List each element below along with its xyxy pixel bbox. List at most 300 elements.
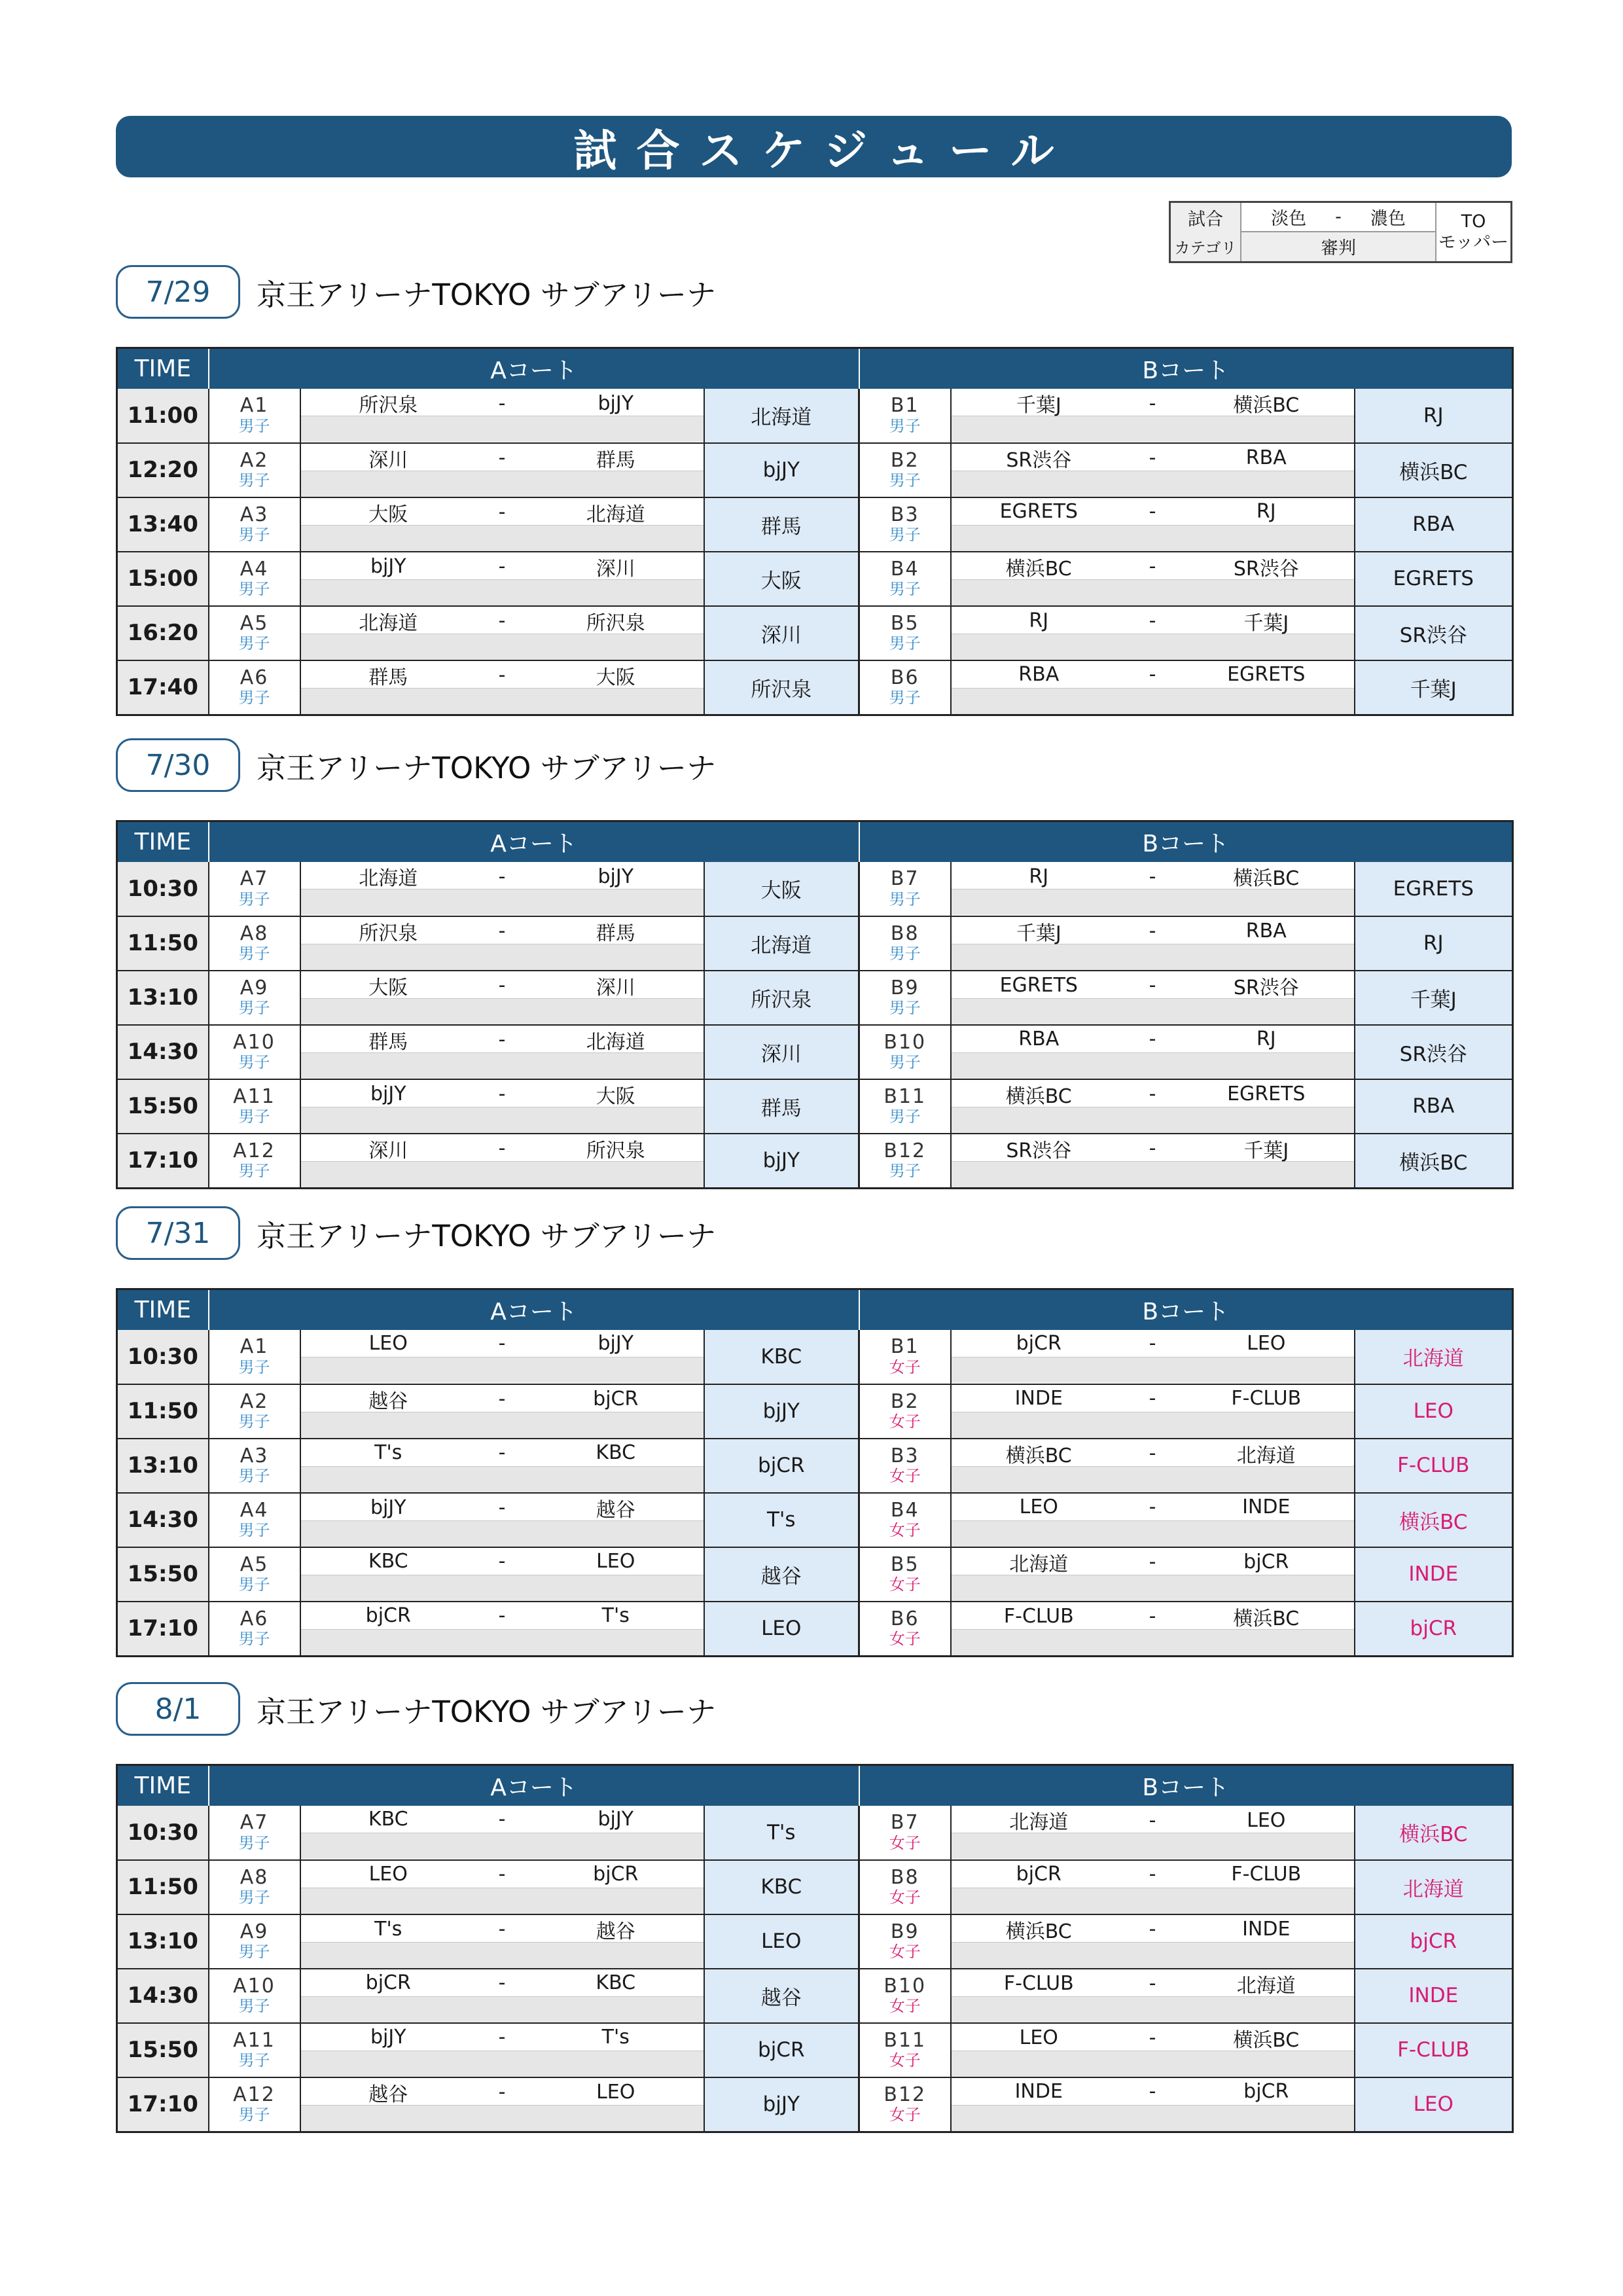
home-team: 越谷 — [368, 1390, 408, 1413]
referee-slot — [952, 1357, 1354, 1383]
match-category: 男子 — [238, 580, 270, 599]
court-a-to-team: LEO — [704, 1914, 859, 1969]
court-a-matchup — [300, 1330, 704, 1384]
away-team: 大阪 — [596, 666, 635, 689]
home-team: LEO — [1019, 1495, 1058, 1518]
court-b-matchup — [951, 2077, 1355, 2132]
court-b-match-code — [859, 2077, 951, 2132]
referee-slot — [301, 1629, 704, 1655]
court-b-to-team: bjCR — [1355, 1914, 1513, 1969]
table-row — [117, 1384, 1513, 1439]
referee-slot — [952, 1161, 1354, 1187]
court-b-matchup — [951, 1602, 1355, 1657]
away-team: LEO — [596, 2081, 635, 2104]
match-category: 女子 — [889, 1521, 921, 1540]
versus-dash: - — [1149, 865, 1156, 888]
match-number: A3 — [240, 503, 269, 526]
court-b-matchup — [951, 552, 1355, 606]
court-a-to-team: 越谷 — [704, 1547, 859, 1602]
court-b-matchup — [951, 1969, 1355, 2023]
court-a-to-team: KBC — [704, 1860, 859, 1914]
table-row — [117, 443, 1513, 497]
home-team: LEO — [1019, 2026, 1058, 2049]
page-title: 試合スケジュール — [116, 116, 1512, 177]
home-team: bjCR — [1016, 1862, 1061, 1886]
match-number: B10 — [883, 1030, 927, 1054]
court-b-matchup — [951, 1493, 1355, 1547]
court-b-matchup — [951, 1134, 1355, 1189]
match-number: A1 — [240, 1335, 269, 1359]
home-team: RJ — [1029, 865, 1049, 888]
match-category: 男子 — [889, 1053, 921, 1072]
referee-slot — [952, 1520, 1354, 1547]
match-number: A11 — [233, 2028, 276, 2052]
home-team: 横浜BC — [1005, 557, 1072, 581]
court-a-matchup — [300, 916, 704, 971]
versus-dash: - — [498, 1332, 506, 1355]
away-team: LEO — [1247, 1332, 1286, 1355]
table-row — [117, 2023, 1513, 2077]
match-number: A2 — [240, 448, 269, 472]
match-category: 男子 — [238, 2051, 270, 2070]
match-category: 男子 — [238, 1630, 270, 1649]
home-team: bjCR — [1016, 1332, 1061, 1355]
home-team: RBA — [1018, 1027, 1060, 1050]
match-category: 男子 — [238, 634, 270, 653]
home-team: 横浜BC — [1005, 1444, 1072, 1467]
time-column-header: TIME — [117, 821, 209, 862]
court-b-match-code — [859, 1493, 951, 1547]
court-a-matchup — [300, 552, 704, 606]
match-number: B9 — [890, 976, 919, 999]
table-row — [117, 1330, 1513, 1384]
court-b-to-team: 横浜BC — [1355, 1806, 1513, 1860]
versus-dash: - — [1149, 2079, 1156, 2103]
away-team: bjCR — [1243, 2079, 1289, 2103]
court-b-matchup — [951, 916, 1355, 971]
court-b-to-team: RJ — [1355, 916, 1513, 971]
away-team: SR渋谷 — [1233, 557, 1299, 581]
schedule-table — [116, 1764, 1514, 2133]
court-b-match-code — [859, 552, 951, 606]
match-number: A5 — [240, 1552, 269, 1576]
court-a-match-code — [209, 1547, 300, 1602]
home-team: 北海道 — [359, 611, 418, 635]
away-team: bjCR — [1243, 1551, 1289, 1573]
match-number: A9 — [240, 976, 269, 999]
referee-slot — [301, 1161, 704, 1187]
court-a-match-code — [209, 2077, 300, 2132]
match-time: 14:30 — [117, 1969, 209, 2023]
match-number: A11 — [233, 1085, 276, 1108]
table-row — [117, 389, 1513, 443]
legend-to — [1435, 203, 1510, 261]
match-number: B11 — [883, 2028, 927, 2052]
versus-dash: - — [1149, 1332, 1156, 1355]
court-a-match-code — [209, 2023, 300, 2077]
section-header — [116, 1206, 1512, 1260]
versus-dash: - — [1149, 1551, 1156, 1573]
section-header — [116, 265, 1512, 319]
versus-dash: - — [1149, 1862, 1156, 1886]
match-number: A8 — [240, 922, 269, 945]
match-category: 女子 — [889, 1833, 921, 1852]
home-team: T's — [374, 1918, 402, 1941]
match-category: 男子 — [238, 1162, 270, 1181]
court-a-to-team: T's — [704, 1493, 859, 1547]
referee-slot — [301, 1052, 704, 1079]
court-a-matchup — [300, 1602, 704, 1657]
home-team: bjCR — [365, 1971, 411, 1994]
match-number: A4 — [240, 557, 269, 581]
referee-slot — [301, 1466, 704, 1492]
match-number: A10 — [233, 1030, 276, 1054]
versus-dash: - — [1149, 1605, 1156, 1628]
match-category: 女子 — [889, 2106, 921, 2125]
legend-dark: 濃色 — [1370, 208, 1406, 229]
versus-dash: - — [1149, 555, 1156, 578]
court-a-header: Aコート — [209, 821, 859, 862]
table-row — [117, 660, 1513, 715]
away-team: RJ — [1256, 1027, 1276, 1050]
match-number: A1 — [240, 394, 269, 418]
court-b-to-team: bjCR — [1355, 1602, 1513, 1657]
versus-dash: - — [498, 920, 506, 942]
match-time: 15:00 — [117, 552, 209, 606]
versus-dash: - — [1149, 662, 1156, 686]
match-category: 男子 — [238, 416, 270, 435]
home-team: bjJY — [370, 2025, 406, 2049]
court-a-matchup — [300, 2023, 704, 2077]
match-number: A10 — [233, 1974, 276, 1998]
referee-slot — [952, 1629, 1354, 1655]
match-number: A12 — [233, 2083, 276, 2106]
match-number: A9 — [240, 1920, 269, 1943]
court-b-to-team: INDE — [1355, 1969, 1513, 2023]
schedule-table — [116, 820, 1514, 1189]
match-time: 15:50 — [117, 1079, 209, 1134]
versus-dash: - — [498, 664, 506, 687]
court-b-match-code — [859, 1384, 951, 1439]
match-time: 15:50 — [117, 2023, 209, 2077]
time-column-header: TIME — [117, 1289, 209, 1330]
versus-dash: - — [1149, 974, 1156, 997]
away-team: 北海道 — [586, 503, 645, 526]
referee-slot — [301, 1520, 704, 1547]
court-a-matchup — [300, 2077, 704, 2132]
court-a-to-team: bjJY — [704, 443, 859, 497]
court-b-to-team: SR渋谷 — [1355, 1025, 1513, 1079]
court-a-matchup — [300, 660, 704, 715]
away-team: 群馬 — [596, 922, 635, 945]
away-team: bjJY — [597, 391, 634, 415]
referee-slot — [301, 998, 704, 1024]
match-number: A4 — [240, 1498, 269, 1522]
match-number: B6 — [890, 666, 919, 689]
match-time: 11:50 — [117, 1860, 209, 1914]
court-b-matchup — [951, 1860, 1355, 1914]
versus-dash: - — [498, 1083, 506, 1105]
match-category: 女子 — [889, 1412, 921, 1431]
versus-dash: - — [498, 1918, 506, 1941]
versus-dash: - — [498, 974, 506, 997]
match-number: B7 — [890, 867, 919, 891]
match-category: 女子 — [889, 1888, 921, 1907]
match-number: B12 — [883, 1139, 927, 1162]
versus-dash: - — [1149, 1495, 1156, 1518]
away-team: T's — [601, 2025, 630, 2049]
versus-dash: - — [1149, 1083, 1156, 1105]
away-team: bjCR — [593, 1862, 639, 1886]
match-category: 女子 — [889, 1943, 921, 1962]
venue-name: 京王アリーナTOKYO サブアリーナ — [257, 1218, 716, 1253]
away-team: 大阪 — [596, 1085, 635, 1108]
referee-slot — [301, 416, 704, 442]
referee-slot — [301, 1888, 704, 1914]
home-team: 北海道 — [1009, 1811, 1069, 1834]
referee-slot — [952, 1942, 1354, 1968]
court-a-to-team: 群馬 — [704, 497, 859, 552]
match-time: 12:20 — [117, 443, 209, 497]
referee-slot — [952, 1996, 1354, 2022]
versus-dash: - — [1149, 446, 1156, 469]
court-a-matchup — [300, 1860, 704, 1914]
home-team: 群馬 — [368, 666, 408, 689]
court-b-to-team: 千葉J — [1355, 660, 1513, 715]
away-team: bjJY — [597, 1808, 634, 1831]
court-b-match-code — [859, 862, 951, 916]
table-row — [117, 971, 1513, 1025]
match-number: A3 — [240, 1444, 269, 1467]
referee-slot — [301, 944, 704, 970]
versus-dash: - — [498, 1808, 506, 1831]
match-time: 11:50 — [117, 916, 209, 971]
table-row — [117, 1914, 1513, 1969]
court-a-matchup — [300, 971, 704, 1025]
court-a-matchup — [300, 1547, 704, 1602]
match-category: 女子 — [889, 1997, 921, 2016]
away-team: LEO — [1247, 1808, 1286, 1832]
table-row — [117, 916, 1513, 971]
court-a-match-code — [209, 1602, 300, 1657]
date-badge: 7/30 — [116, 738, 240, 792]
match-category: 女子 — [889, 1575, 921, 1594]
court-a-match-code — [209, 1860, 300, 1914]
court-b-matchup — [951, 971, 1355, 1025]
court-b-to-team: 北海道 — [1355, 1860, 1513, 1914]
date-badge: 7/31 — [116, 1206, 240, 1260]
match-number: B2 — [890, 448, 919, 472]
home-team: F-CLUB — [1003, 1605, 1074, 1628]
table-row — [117, 497, 1513, 552]
versus-dash: - — [498, 2081, 506, 2104]
time-column-header: TIME — [117, 348, 209, 389]
away-team: 深川 — [596, 557, 635, 581]
court-b-matchup — [951, 1330, 1355, 1384]
versus-dash: - — [498, 1388, 506, 1410]
court-a-match-code — [209, 1384, 300, 1439]
home-team: SR渋谷 — [1006, 448, 1072, 472]
versus-dash: - — [498, 1137, 506, 1160]
court-a-matchup — [300, 1439, 704, 1493]
court-a-match-code — [209, 1806, 300, 1860]
referee-slot — [952, 525, 1354, 551]
home-team: 北海道 — [1009, 1552, 1069, 1576]
court-a-to-team: 群馬 — [704, 1079, 859, 1134]
match-category: 男子 — [889, 1162, 921, 1181]
home-team: 深川 — [368, 448, 408, 472]
match-number: B10 — [883, 1974, 927, 1998]
match-number: B1 — [890, 1335, 919, 1359]
court-b-match-code — [859, 971, 951, 1025]
match-number: A7 — [240, 867, 269, 891]
court-b-to-team: 北海道 — [1355, 1330, 1513, 1384]
match-category: 男子 — [889, 471, 921, 490]
legend-light: 淡色 — [1271, 208, 1307, 229]
court-b-match-code — [859, 1439, 951, 1493]
court-a-match-code — [209, 1914, 300, 1969]
away-team: 越谷 — [596, 1498, 635, 1522]
away-team: bjJY — [597, 865, 634, 888]
referee-slot — [952, 688, 1354, 714]
legend-category-label: カテゴリ — [1171, 232, 1241, 262]
referee-slot — [952, 1412, 1354, 1438]
court-a-to-team: bjJY — [704, 1134, 859, 1189]
court-a-matchup — [300, 1134, 704, 1189]
versus-dash: - — [1149, 499, 1156, 523]
legend-referee: 審判 — [1241, 232, 1435, 262]
versus-dash: - — [498, 865, 506, 888]
court-a-to-team: 所沢泉 — [704, 660, 859, 715]
match-number: B3 — [890, 503, 919, 526]
court-b-matchup — [951, 1384, 1355, 1439]
court-a-match-code — [209, 389, 300, 443]
versus-dash: - — [1149, 1137, 1156, 1160]
away-team: F-CLUB — [1231, 1862, 1302, 1886]
court-b-match-code — [859, 1806, 951, 1860]
court-a-to-team: LEO — [704, 1602, 859, 1657]
versus-dash: - — [498, 1549, 506, 1573]
time-column-header: TIME — [117, 1765, 209, 1806]
referee-slot — [301, 1996, 704, 2022]
home-team: bjJY — [370, 1496, 406, 1519]
table-row — [117, 1025, 1513, 1079]
away-team: 北海道 — [1236, 1444, 1296, 1467]
court-b-to-team: EGRETS — [1355, 862, 1513, 916]
date-badge: 8/1 — [116, 1682, 240, 1736]
referee-slot — [952, 998, 1354, 1024]
away-team: SR渋谷 — [1233, 976, 1299, 999]
court-a-to-team: 深川 — [704, 606, 859, 660]
home-team: 所沢泉 — [359, 922, 418, 945]
versus-dash: - — [1149, 1027, 1156, 1050]
match-time: 17:10 — [117, 1602, 209, 1657]
home-team: 千葉J — [1016, 394, 1061, 417]
match-time: 13:10 — [117, 1914, 209, 1969]
home-team: bjJY — [370, 555, 406, 578]
match-number: B6 — [890, 1607, 919, 1630]
match-category: 女子 — [889, 1467, 921, 1486]
versus-dash: - — [1149, 920, 1156, 942]
court-b-matchup — [951, 1079, 1355, 1134]
away-team: INDE — [1242, 1918, 1291, 1941]
match-category: 男子 — [889, 1107, 921, 1126]
match-time: 14:30 — [117, 1025, 209, 1079]
home-team: 深川 — [368, 1139, 408, 1162]
referee-slot — [301, 525, 704, 551]
match-category: 男子 — [238, 999, 270, 1018]
court-a-match-code — [209, 497, 300, 552]
venue-name: 京王アリーナTOKYO サブアリーナ — [257, 750, 716, 785]
court-b-match-code — [859, 497, 951, 552]
away-team: EGRETS — [1227, 1083, 1306, 1105]
referee-slot — [301, 579, 704, 605]
home-team: F-CLUB — [1003, 1972, 1074, 1995]
match-category: 男子 — [238, 471, 270, 490]
match-category: 男子 — [238, 689, 270, 708]
match-number: B2 — [890, 1390, 919, 1413]
referee-slot — [952, 579, 1354, 605]
court-b-matchup — [951, 443, 1355, 497]
court-b-to-team: RBA — [1355, 1079, 1513, 1134]
referee-slot — [952, 416, 1354, 442]
home-team: bjJY — [370, 1083, 406, 1105]
versus-dash: - — [498, 1441, 506, 1464]
court-a-to-team: bjJY — [704, 2077, 859, 2132]
away-team: KBC — [596, 1441, 636, 1464]
away-team: RBA — [1245, 446, 1287, 469]
court-b-to-team: F-CLUB — [1355, 2023, 1513, 2077]
court-b-match-code — [859, 1602, 951, 1657]
court-a-match-code — [209, 443, 300, 497]
home-team: 北海道 — [359, 867, 418, 890]
match-time: 11:50 — [117, 1384, 209, 1439]
court-a-to-team: KBC — [704, 1330, 859, 1384]
match-time: 10:30 — [117, 862, 209, 916]
court-a-to-team: 大阪 — [704, 862, 859, 916]
match-number: B5 — [890, 1552, 919, 1576]
referee-slot — [301, 688, 704, 714]
versus-dash: - — [1149, 1918, 1156, 1941]
court-b-matchup — [951, 2023, 1355, 2077]
court-a-to-team: T's — [704, 1806, 859, 1860]
match-number: A12 — [233, 1139, 276, 1162]
table-row — [117, 1439, 1513, 1493]
match-category: 男子 — [889, 999, 921, 1018]
court-b-header: Bコート — [859, 1289, 1513, 1330]
match-category: 男子 — [889, 634, 921, 653]
match-number: A8 — [240, 1865, 269, 1889]
schedule-table — [116, 347, 1514, 716]
match-category: 男子 — [238, 1888, 270, 1907]
table-row — [117, 2077, 1513, 2132]
home-team: 群馬 — [368, 1030, 408, 1054]
court-a-match-code — [209, 1969, 300, 2023]
match-time: 17:10 — [117, 1134, 209, 1189]
match-time: 17:40 — [117, 660, 209, 715]
table-row — [117, 1134, 1513, 1189]
court-a-to-team: 所沢泉 — [704, 971, 859, 1025]
court-a-match-code — [209, 552, 300, 606]
schedule-table — [116, 1288, 1514, 1657]
home-team: 所沢泉 — [359, 394, 418, 417]
away-team: 千葉J — [1243, 1139, 1289, 1162]
away-team: 横浜BC — [1233, 394, 1300, 417]
court-b-match-code — [859, 606, 951, 660]
schedule-section — [116, 738, 1512, 1181]
table-row — [117, 606, 1513, 660]
away-team: 所沢泉 — [586, 611, 645, 635]
